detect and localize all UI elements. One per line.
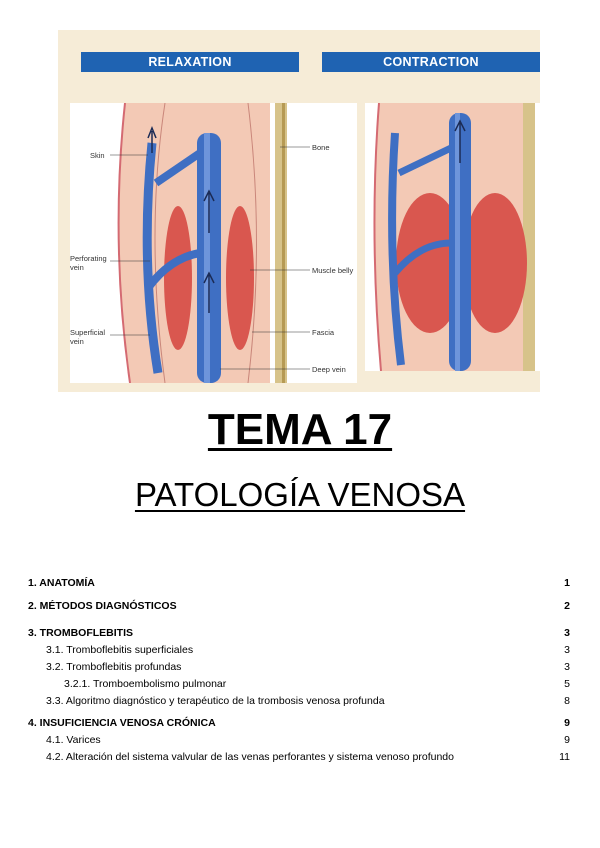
toc-entry-title: 4.2. Alteración del sistema valvular de las venas perforantes y sistema venoso profundo [46, 751, 454, 763]
deep-vein-highlight [204, 133, 210, 383]
muscle-belly-left [164, 206, 192, 350]
bone-edge [282, 103, 285, 383]
toc-entry-page: 9 [564, 717, 570, 729]
toc-entry-page: 1 [564, 577, 570, 589]
toc-entry-title: 3.2. Tromboflebitis profundas [46, 661, 182, 673]
toc-entry-title: 4.1. Varices [46, 734, 101, 746]
toc-entry-page: 3 [564, 661, 570, 673]
toc-entry-page: 5 [564, 678, 570, 690]
toc-entry-page: 11 [559, 751, 570, 763]
label-muscle-belly: Muscle belly [312, 266, 354, 275]
label-fascia: Fascia [312, 328, 335, 337]
toc-entry-title: 1. ANATOMÍA [28, 577, 95, 589]
label-skin: Skin [90, 151, 105, 160]
toc-entry[interactable] [28, 716, 572, 730]
page-title [0, 404, 600, 456]
label-superficial-vein: Superficial vein [70, 328, 106, 346]
contraction-header: CONTRACTION [322, 52, 540, 72]
relaxation-header: RELAXATION [81, 52, 299, 72]
toc-entry-title: 3. TROMBOFLEBITIS [28, 627, 133, 639]
toc-entry-title: 2. MÉTODOS DIAGNÓSTICOS [28, 600, 177, 612]
title-text: TEMA 17 [207, 405, 393, 454]
toc-entry-page: 3 [564, 644, 570, 656]
muscle-belly-right [226, 206, 254, 350]
bone-shape-contracted [523, 103, 535, 371]
label-deep-vein: Deep vein [312, 365, 346, 374]
toc-entry-page: 3 [564, 627, 570, 639]
toc-entry-page: 9 [564, 734, 570, 746]
muscle-contracted-right [463, 193, 527, 333]
toc-entry-title: 3.2.1. Tromboembolismo pulmonar [64, 678, 227, 690]
subtitle-text: PATOLOGÍA VENOSA [134, 476, 466, 513]
contraction-illustration [365, 103, 540, 371]
toc-entry-title: 4. INSUFICIENCIA VENOSA CRÓNICA [28, 717, 216, 729]
toc-entry-page: 8 [564, 695, 570, 707]
label-bone: Bone [312, 143, 330, 152]
toc-entry[interactable] [28, 626, 572, 640]
toc-entry-title: 3.3. Algoritmo diagnóstico y terapéutico de la trombosis venosa profunda [46, 695, 385, 707]
contraction-panel [365, 103, 540, 371]
toc-entry[interactable] [28, 733, 572, 747]
toc-entry-title: 3.1. Tromboflebitis superficiales [46, 644, 194, 656]
toc-entry[interactable] [28, 694, 572, 708]
bone-shape [275, 103, 287, 383]
toc-entry[interactable] [28, 599, 572, 613]
toc-entry-page: 2 [564, 600, 570, 612]
label-perforating-vein: Perforating vein [70, 254, 107, 272]
toc-entry[interactable] [28, 576, 572, 590]
toc-entry[interactable] [28, 643, 572, 657]
page-subtitle [0, 474, 600, 516]
toc-entry[interactable] [28, 750, 572, 764]
toc-entry[interactable] [28, 677, 572, 691]
toc-entry[interactable] [28, 660, 572, 674]
